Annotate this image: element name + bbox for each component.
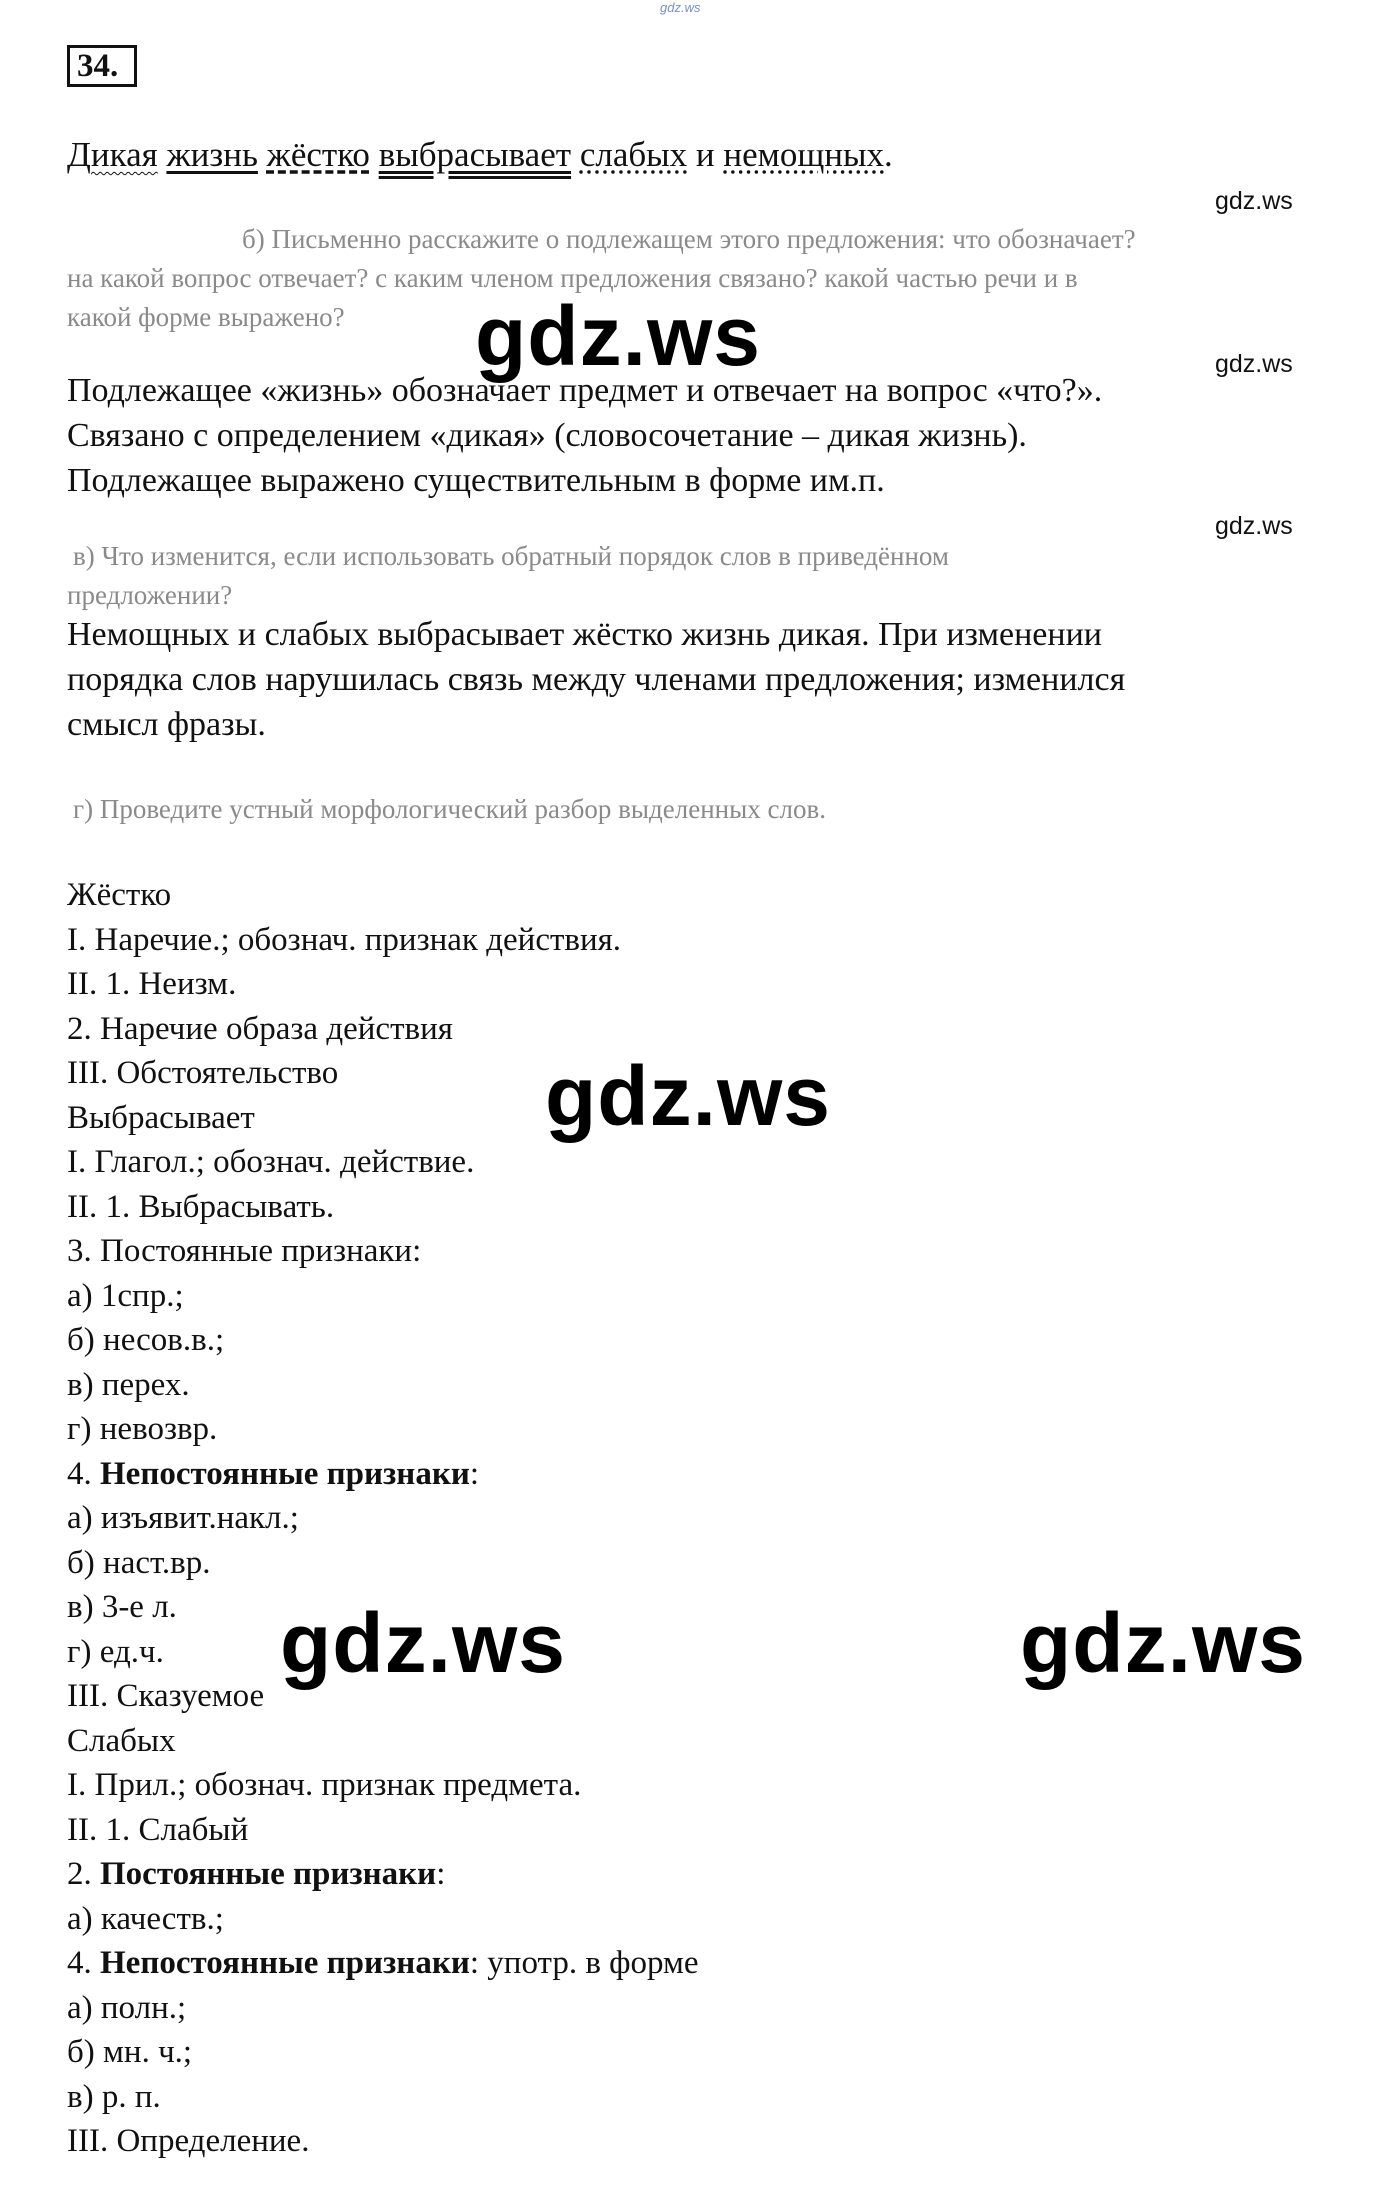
morph-line: г) ед.ч. (67, 1633, 164, 1670)
morph-line: II. 1. Неизм. (67, 966, 237, 1002)
morph-line: б) мн. ч.; (67, 2034, 193, 2070)
morph-line: II. 1. Выбрасывать. (67, 1188, 335, 1225)
word-dikaya: Дикая (67, 135, 158, 174)
morph-line: I. Прил.; обознач. признак предмета. (67, 1767, 582, 1803)
morph-suffix: : (436, 1856, 446, 1892)
watermark-big-2: gdz.ws (545, 1049, 832, 1143)
morph-line: а) полн.; (67, 1989, 187, 2026)
morph-line: III. Обстоятельство (67, 1055, 339, 1091)
word-zhizn: жизнь (166, 135, 258, 174)
morph-bold-heading: Непостоянные признаки (100, 1455, 470, 1492)
morph-line: Выбрасывает (67, 1099, 255, 1136)
question-b-line: б) Письменно расскажите о подлежащем этого предложения: что обозначает? (242, 224, 1136, 254)
morph-bold-heading: Непостоянные признаки (100, 1945, 470, 1981)
answer-v-line: порядка слов нарушилась связь между членами предложения; изменился (67, 661, 1126, 698)
morph-line: 3. Постоянные признаки: (67, 1233, 422, 1269)
question-b-line: на какой вопрос отвечает? с каким членом предложения связано? какой частью речи и в (67, 263, 1078, 293)
answer-b-line: Подлежащее выражено существительным в форме им.п. (67, 462, 885, 499)
word-i: и (695, 135, 715, 174)
answer-v-line: смысл фразы. (67, 706, 266, 743)
morph-prefix: 4. (67, 1455, 100, 1492)
morph-prefix: 2. (67, 1856, 100, 1892)
watermark-small-2: gdz.ws (1215, 350, 1293, 378)
morph-line: а) качеств.; (67, 1900, 224, 1937)
question-b-line: какой форме выражено? (67, 302, 345, 332)
morph-line: б) наст.вр. (67, 1544, 211, 1581)
morph-line: I. Глагол.; обознач. действие. (67, 1144, 475, 1180)
answer-b-line: Связано с определением «дикая» (словосочетание – дикая жизнь). (67, 417, 1027, 454)
question-v-line: в) Что изменится, если использовать обратный порядок слов в приведённом (73, 541, 949, 571)
morph-line (67, 1452, 699, 1497)
morph-line: III. Определение. (67, 2123, 310, 2159)
answer-b (67, 368, 1102, 503)
watermark-top: gdz.ws (660, 0, 701, 15)
morph-line: а) 1спр.; (67, 1277, 184, 1314)
question-v-line: предложении? (67, 580, 233, 610)
morph-line: г) невозвр. (67, 1411, 218, 1447)
question-v (67, 537, 949, 615)
word-zhestko: жёстко (266, 135, 370, 174)
question-g: г) Проведите устный морфологический разбор выделенных слов. (73, 794, 826, 824)
morph-line: III. Сказуемое (67, 1678, 265, 1714)
watermark-small-3: gdz.ws (1215, 512, 1293, 540)
morph-suffix: : (469, 1455, 480, 1492)
answer-v-line: Немощных и слабых выбрасывает жёстко жизнь дикая. При изменении (67, 616, 1102, 653)
morph-suffix: : употр. в форме (469, 1945, 699, 1981)
word-vybrasyvaet: выбрасывает (378, 135, 572, 174)
morph-line: I. Наречие.; обознач. признак действия. (67, 921, 622, 958)
watermark-big-4: gdz.ws (1020, 1596, 1307, 1690)
morph-line: II. 1. Слабый (67, 1811, 249, 1848)
morph-bold-heading: Постоянные признаки (100, 1856, 437, 1892)
answer-v (67, 612, 1125, 747)
answer-b-line: Подлежащее «жизнь» обозначает предмет и отвечает на вопрос «что?». (67, 372, 1103, 409)
word-nemoshchnykh: немощных (723, 135, 885, 174)
morph-line: в) перех. (67, 1366, 190, 1403)
watermark-big-1: gdz.ws (475, 289, 762, 383)
morph-prefix: 4. (67, 1945, 100, 1981)
morph-line (67, 1941, 699, 1986)
morph-line: б) несов.в.; (67, 1322, 225, 1358)
sentence-end: . (884, 135, 893, 174)
morph-line: в) 3-е л. (67, 1589, 177, 1625)
morph-line: Слабых (67, 1722, 176, 1759)
morph-line: 2. Наречие образа действия (67, 1010, 453, 1047)
watermark-small-1: gdz.ws (1215, 187, 1293, 215)
morph-line: а) изъявит.накл.; (67, 1500, 299, 1536)
example-sentence (67, 135, 893, 175)
word-slabykh: слабых (579, 135, 688, 174)
morph-line: Жёстко (67, 877, 172, 913)
watermark-big-3: gdz.ws (280, 1596, 567, 1690)
morph-line: в) р. п. (67, 2078, 161, 2115)
exercise-number: 34. (67, 45, 137, 87)
morph-line (67, 1852, 699, 1897)
